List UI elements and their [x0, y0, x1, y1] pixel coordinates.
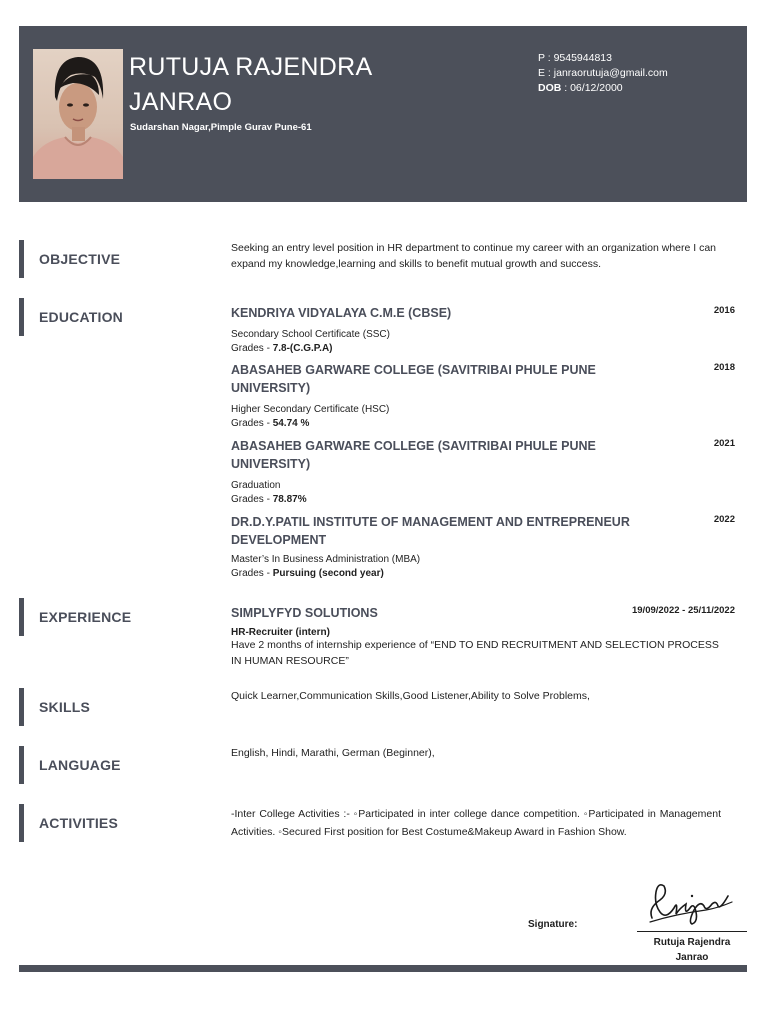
education-year: 2018: [713, 362, 735, 373]
resume-header: [19, 26, 747, 202]
education-institution: DR.D.Y.PATIL INSTITUTE OF MANAGEMENT AND ENTREPRENEUR DEVELOPMENT: [231, 515, 630, 547]
education-degree: Higher Secondary Certificate (HSC): [231, 404, 390, 415]
section-title-language: LANGUAGE: [39, 757, 121, 773]
education-entry: [231, 513, 736, 581]
signature-line: [637, 931, 747, 932]
profile-photo: [33, 49, 123, 179]
footer-bar: [19, 965, 747, 972]
email-address: janraorutuja@gmail.com: [553, 67, 668, 79]
phone-number: 9545944813: [553, 52, 612, 64]
signature-name: [637, 935, 747, 965]
section-bar: [19, 298, 24, 336]
education-institution: KENDRIYA VIDYALAYA C.M.E (CBSE): [231, 306, 452, 320]
phone-label: P :: [538, 52, 554, 64]
email-line: [538, 66, 668, 81]
grades-label: Grades -: [231, 418, 273, 429]
education-grade-line: [231, 493, 736, 507]
education-grade-line: [231, 342, 736, 356]
contact-info: [538, 51, 668, 96]
education-grade-line: [231, 417, 736, 431]
section-title-experience: EXPERIENCE: [39, 609, 132, 625]
skills-text: Quick Learner,Communication Skills,Good Listener,Ability to Solve Problems,: [231, 690, 590, 702]
section-bar: [19, 240, 24, 278]
education-entry: [231, 361, 736, 431]
education-degree: Graduation: [231, 480, 281, 491]
education-institution: ABASAHEB GARWARE COLLEGE (SAVITRIBAI PHULE PUNE UNIVERSITY): [231, 439, 596, 471]
education-year: 2022: [713, 514, 735, 525]
education-grade: 54.74 %: [272, 418, 310, 429]
language-text: English, Hindi, Marathi, German (Beginner),: [231, 747, 435, 759]
person-portrait-icon: [33, 49, 123, 179]
grades-label: Grades -: [231, 343, 273, 354]
experience-entry: [231, 606, 736, 669]
education-grade: Pursuing (second year): [272, 568, 384, 579]
education-year: 2021: [713, 438, 735, 449]
grades-label: Grades -: [231, 568, 273, 579]
education-grade-line: [231, 567, 736, 581]
education-degree: Secondary School Certificate (SSC): [231, 329, 390, 340]
dob-label: DOB: [538, 82, 562, 94]
experience-description: Have 2 months of internship experience of “END TO END RECRUITMENT AND SELECTION PROCESS IN HUMAN RESOURCE”: [231, 639, 719, 667]
education-entry: [231, 437, 736, 507]
email-label: E :: [538, 67, 554, 79]
objective-text: Seeking an entry level position in HR department to continue my career with an organization where I can expand my knowledge,learning and skills to benefit mutual growth and success.: [231, 242, 717, 270]
dob-value: : 06/12/2000: [561, 82, 623, 94]
experience-company: SIMPLYFYD SOLUTIONS: [231, 606, 378, 620]
section-title-activities: ACTIVITIES: [39, 815, 119, 831]
candidate-name: RUTUJA RAJENDRA JANRAO: [129, 53, 372, 116]
handwritten-signature: [646, 878, 736, 928]
activities-text: -Inter College Activities :- ◦Participated in inter college dance competition. ◦Participated in Management Activities. ◦Secured First position for Best Costume&Makeup Award in Fashion Show.: [231, 808, 721, 838]
signature-label: Signature:: [528, 919, 578, 930]
section-bar: [19, 598, 24, 636]
section-title-objective: OBJECTIVE: [39, 251, 121, 267]
candidate-address: Sudarshan Nagar,Pimple Gurav Pune-61: [130, 122, 312, 133]
experience-role: HR-Recruiter (intern): [231, 627, 330, 638]
section-bar: [19, 746, 24, 784]
education-entry: [231, 304, 736, 356]
education-institution: ABASAHEB GARWARE COLLEGE (SAVITRIBAI PHULE PUNE UNIVERSITY): [231, 363, 596, 395]
grades-label: Grades -: [231, 494, 273, 505]
dob-line: [538, 81, 668, 96]
section-bar: [19, 688, 24, 726]
section-bar: [19, 804, 24, 842]
education-year: 2016: [713, 305, 735, 316]
signature-name-line2: Janrao: [675, 952, 709, 963]
signature-name-line1: Rutuja Rajendra: [653, 937, 731, 948]
education-grade: 78.87%: [272, 494, 307, 505]
education-grade: 7.8-(C.G.P.A): [272, 343, 333, 354]
education-degree: Master’s In Business Administration (MBA): [231, 554, 421, 565]
phone-line: [538, 51, 668, 66]
section-title-skills: SKILLS: [39, 699, 90, 715]
section-title-education: EDUCATION: [39, 309, 123, 325]
experience-dates: 19/09/2022 - 25/11/2022: [631, 605, 735, 616]
